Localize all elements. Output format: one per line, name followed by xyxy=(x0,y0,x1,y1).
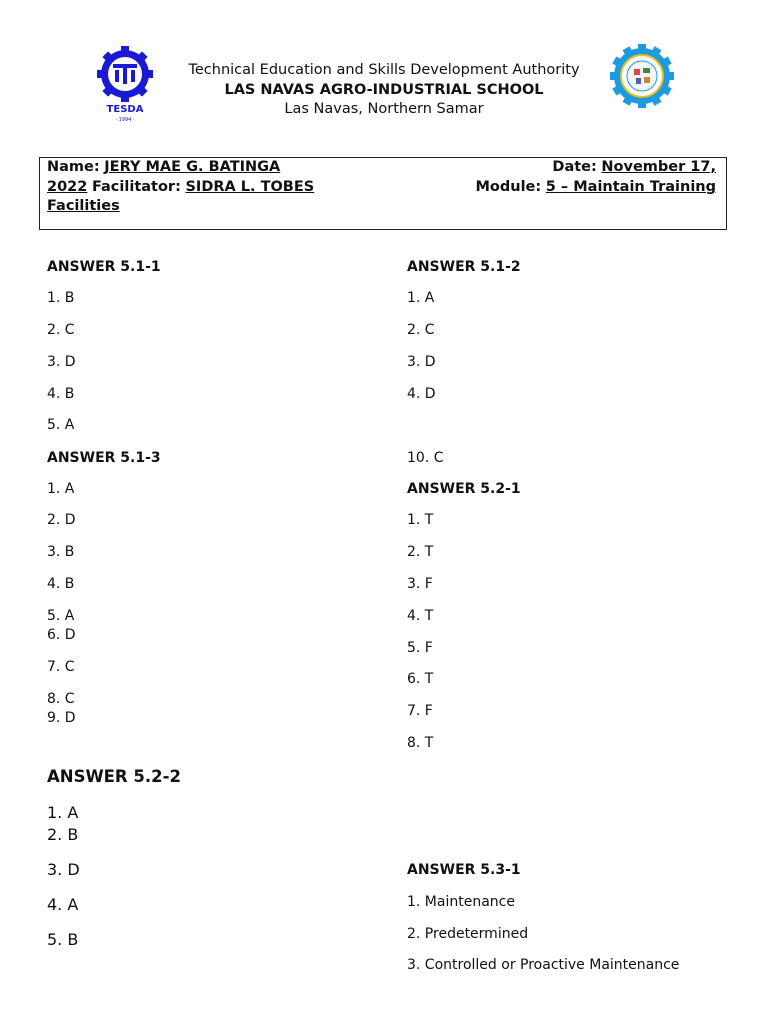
module-value: 5 – Maintain Training xyxy=(545,179,716,195)
answer-item: 3. D xyxy=(407,354,436,370)
header-school-name: LAS NAVAS AGRO-INDUSTRIAL SCHOOL xyxy=(224,82,544,98)
answer-item: 9. D xyxy=(47,710,76,726)
facilitator-row xyxy=(47,179,314,195)
header-school-address: Las Navas, Northern Samar xyxy=(284,101,484,117)
answer-item: 7. C xyxy=(47,659,75,675)
answer-item: 8. C xyxy=(47,691,75,707)
tesda-logo-text: TESDA xyxy=(106,104,144,115)
section-title-5-1-1: ANSWER 5.1-1 xyxy=(47,259,161,275)
date-label: Date: xyxy=(552,159,597,175)
answer-item: 5. F xyxy=(407,640,433,656)
section-title-5-3-1: ANSWER 5.3-1 xyxy=(407,862,521,878)
answer-item: 4. T xyxy=(407,608,434,624)
answer-item: 2. B xyxy=(47,825,79,844)
answer-item: 2. D xyxy=(47,512,76,528)
answer-item: 2. C xyxy=(47,322,75,338)
answer-item: 2. C xyxy=(407,322,435,338)
name-value: JERY MAE G. BATINGA xyxy=(104,159,281,175)
answer-item: 3. Controlled or Proactive Maintenance xyxy=(407,957,680,973)
date-row xyxy=(552,159,716,175)
answer-item: 1. B xyxy=(47,290,75,306)
module-value-continued: Facilities xyxy=(47,198,120,214)
section-title-5-1-3: ANSWER 5.1-3 xyxy=(47,450,161,466)
answer-item: 6. D xyxy=(47,627,76,643)
answer-item: 2. T xyxy=(407,544,434,560)
answer-item: 1. A xyxy=(47,803,79,822)
module-label: Module: xyxy=(475,179,542,195)
answer-item: 1. A xyxy=(47,481,75,497)
answer-item: 4. B xyxy=(47,576,75,592)
module-row-continued xyxy=(47,198,120,214)
tesda-logo-year: · 1994 · xyxy=(115,117,135,122)
answer-item: 10. C xyxy=(407,450,444,466)
answer-item: 5. A xyxy=(47,417,75,433)
answer-item: 5. B xyxy=(47,930,79,949)
date-year-value: 2022 xyxy=(47,179,88,195)
section-title-5-2-1: ANSWER 5.2-1 xyxy=(407,481,521,497)
section-title-5-1-2: ANSWER 5.1-2 xyxy=(407,259,521,275)
answer-item: 4. D xyxy=(407,386,436,402)
answer-item: 1. T xyxy=(407,512,434,528)
answer-item: 3. D xyxy=(47,860,80,879)
answer-item: 8. T xyxy=(407,735,434,751)
answer-item: 4. B xyxy=(47,386,75,402)
answer-item: 3. F xyxy=(407,576,433,592)
answer-item: 3. B xyxy=(47,544,75,560)
facilitator-value: SIDRA L. TOBES xyxy=(185,179,315,195)
header-authority-name: Technical Education and Skills Development Authority xyxy=(188,62,580,78)
answer-item: 4. A xyxy=(47,895,79,914)
answer-item: 1. Maintenance xyxy=(407,894,515,910)
answer-item: 5. A xyxy=(47,608,75,624)
answer-item: 2. Predetermined xyxy=(407,926,529,942)
name-label: Name: xyxy=(47,159,100,175)
date-value: November 17, xyxy=(601,159,716,175)
name-row xyxy=(47,159,280,175)
module-row xyxy=(475,179,716,195)
answer-item: 6. T xyxy=(407,671,434,687)
answer-item: 1. A xyxy=(407,290,435,306)
answer-item: 3. D xyxy=(47,354,76,370)
answer-item: 7. F xyxy=(407,703,433,719)
student-info-box xyxy=(39,157,727,230)
facilitator-label: Facilitator: xyxy=(91,179,181,195)
section-title-5-2-2: ANSWER 5.2-2 xyxy=(47,767,181,786)
